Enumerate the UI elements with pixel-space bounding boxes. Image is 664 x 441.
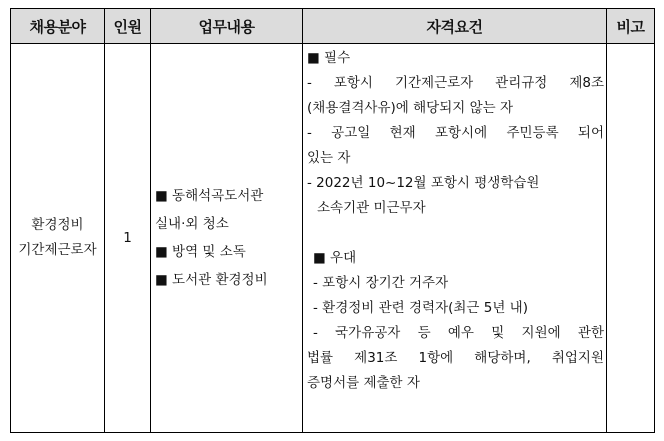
preferred-line-4: 법률 제31조 1항에 해당하며, 취업지원 [307,350,604,366]
header-requirements: 자격요건 [303,9,607,44]
required-line-2: (채용결격사유)에 해당되지 않는 자 [307,100,513,116]
header-count: 인원 [105,9,151,44]
required-line-3: - 공고일 현재 포항시에 주민등록 되어 [307,125,604,141]
preferred-line-2: - 환경정비 관련 경력자(최근 5년 내) [313,300,528,316]
duty-item-1: ■ 동해석곡도서관 [155,188,264,204]
spacer [307,221,604,246]
cell-requirements [303,44,607,433]
recruitment-table [10,8,655,433]
duty-item-3: ■ 도서관 환경정비 [155,272,268,288]
field-line-1: 환경정비 [31,217,84,233]
table-row [11,44,655,433]
required-title: ■ 필수 [307,50,351,66]
required-line-6: 소속기관 미근무자 [317,200,426,216]
cell-note [607,44,655,433]
header-field: 채용분야 [11,9,105,44]
required-line-5: - 2022년 10~12월 포항시 평생학습원 [307,175,540,191]
preferred-line-5: 증명서를 제출한 자 [307,375,420,391]
cell-count: 1 [105,44,151,433]
header-row [11,9,655,44]
preferred-line-1: - 포항시 장기간 거주자 [313,275,449,291]
preferred-title: ■ 우대 [313,250,357,266]
cell-duty [151,44,303,433]
field-line-2: 기간제근로자 [18,242,97,258]
cell-field [11,44,105,433]
duty-item-1-cont: 실내·외 청소 [155,216,229,232]
header-duty: 업무내용 [151,9,303,44]
header-note: 비고 [607,9,655,44]
required-line-4: 있는 자 [307,150,351,166]
preferred-line-3: - 국가유공자 등 예우 및 지원에 관한 [313,325,604,341]
required-line-1: - 포항시 기간제근로자 관리규정 제8조 [307,75,604,91]
duty-item-2: ■ 방역 및 소독 [155,244,246,260]
